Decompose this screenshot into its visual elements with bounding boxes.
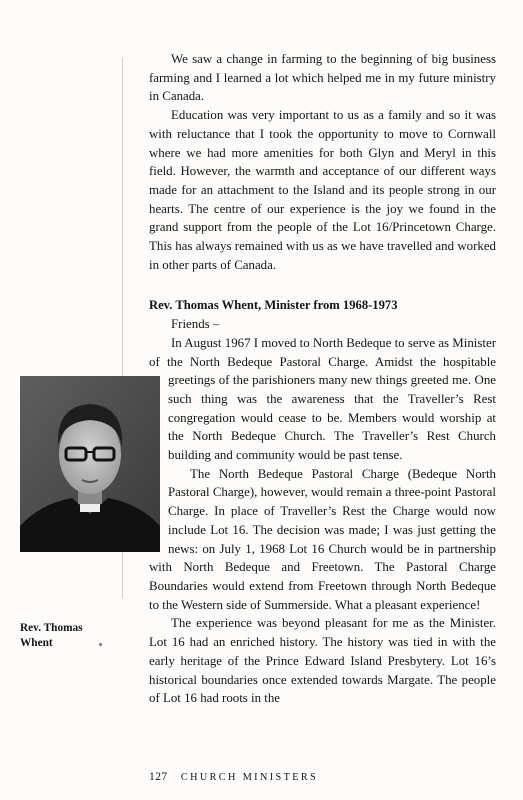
portrait-photo [20,376,160,552]
paragraph: Education was very important to us as a family and so it was with reluctance that I took the opportunity to move to Cornwall where we had more amenities for both Glyn and Meryl in this field. However, the warmth and acceptance of our different ways made for an attachment to the Island and its people strong in our hearts. The centre of our experience is the joy we found in the grand support from the people of the Lot 16/Princetown Charge. This has always remained with us as we have travelled and worked in other parts of Canada. [149,108,496,272]
greeting: Friends – [171,317,220,332]
section-heading: Rev. Thomas Whent, Minister from 1968-1973 [149,298,398,313]
paragraph: We saw a change in farming to the beginning of big business farming and I learned a lot which helped me in my future ministry in Canada. [149,52,496,104]
paragraph [149,334,496,465]
body-text [149,50,496,708]
paragraph: The experience was beyond pleasant for me as the Minister. Lot 16 had an enriched history. The history was tied in with the early heritage of the Prince Edward Island Presbytery. Lot 16’s historical boundaries once extended towards Margate. The people of Lot 16 had roots in the [149,616,496,706]
paragraph-text: In August 1967 I moved to North Bedeque to serve as Minister of the North Bedeque Pastoral Charge. Amidst the hospitable greetings of the parishioners many new things greeted me. One such thing was the awareness that the Traveller’s Rest congregation would cease to be. Members would worship at the North Bedeque Church. The Traveller’s Rest Church building and community would be past tense. [149,336,496,462]
page-footer [149,770,318,783]
section-title: CHURCH MINISTERS [180,772,319,783]
photo-caption: Rev. Thomas Whent [20,622,83,649]
paragraph: The North Bedeque Pastoral Charge (Bedeque North Pastoral Charge), however, would remain a three-point Pastoral Charge. In place of Traveller’s Rest the Charge would now include Lot 16. The decision was made; I was just getting the news: on July 1, 1968 Lot 16 Church would be in partnership with North Bedeque and Freetown. The Pastoral Charge Boundaries would extend from Freetown through North Bedeque to the Western side of Summerside. What a pleasant experience! [149,466,496,612]
stray-dot [99,643,102,646]
page-number: 127 [149,770,168,783]
